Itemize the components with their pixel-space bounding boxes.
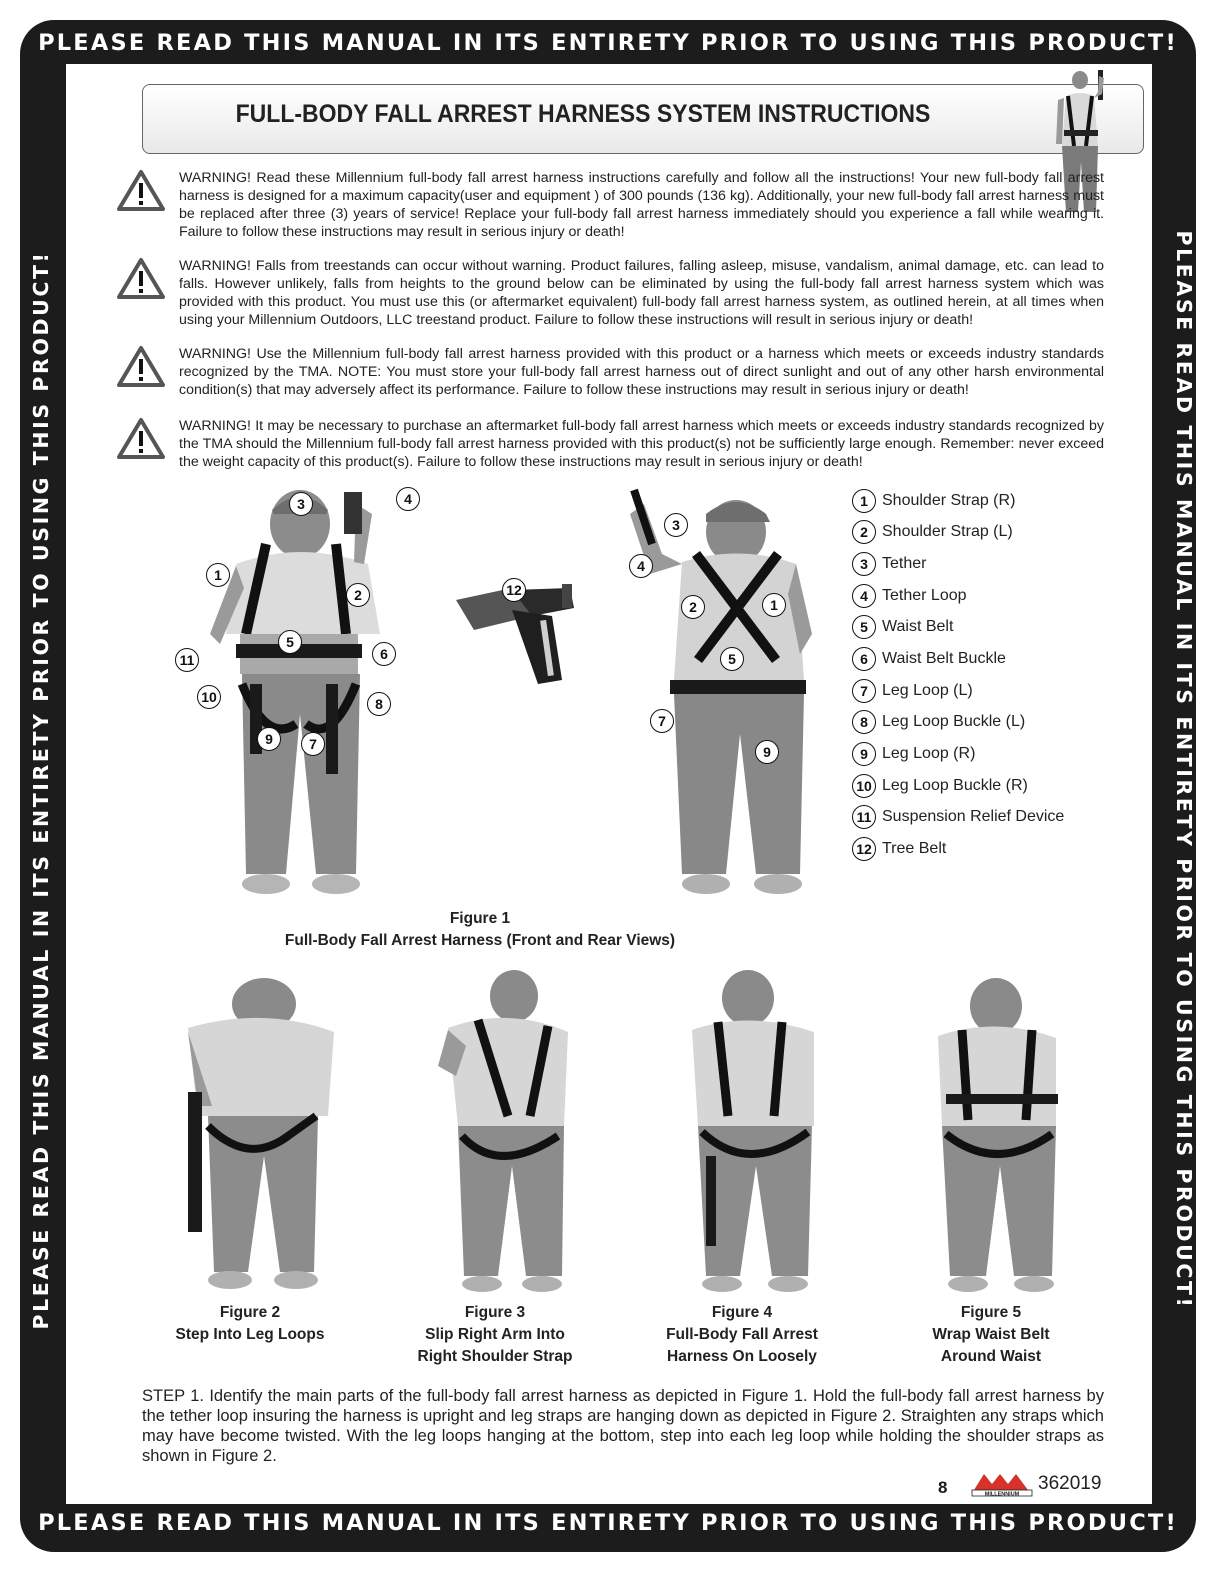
page-title: FULL-BODY FALL ARREST HARNESS SYSTEM INSTRUCTIONS: [235, 100, 931, 128]
warning-2: [116, 257, 1106, 329]
title-box: [142, 84, 1144, 154]
figure1-front-photo: [196, 484, 426, 904]
figure5-caption: [891, 1302, 1091, 1368]
figure1-caption: [280, 908, 680, 952]
figure3-line2: Right Shoulder Strap: [417, 1348, 573, 1365]
warning-1: [116, 169, 1106, 241]
warning-4: [116, 417, 1106, 471]
callout-6-front: 6: [372, 642, 396, 666]
figure4-line1: Full-Body Fall Arrest: [666, 1326, 818, 1343]
callout-10-front: 10: [197, 685, 221, 709]
figure1-subtitle: Full-Body Fall Arrest Harness (Front and Rear Views): [284, 932, 676, 949]
callout-5-rear: 5: [720, 647, 744, 671]
figure5-title: Figure 5: [960, 1304, 1022, 1321]
callout-7-rear: 7: [650, 709, 674, 733]
callout-4-rear: 4: [629, 554, 653, 578]
page-number: 8: [938, 1478, 948, 1497]
figure3-caption: [395, 1302, 595, 1368]
figure2-photo: [168, 976, 338, 1296]
callout-1-front: 1: [206, 563, 230, 587]
warning-triangle-icon: [116, 345, 166, 389]
legend-item: 4 Tether Loop: [852, 583, 967, 609]
legend-item: 12 Tree Belt: [852, 836, 946, 862]
figure4-photo: [678, 966, 828, 1296]
legend-item: 11 Suspension Relief Device: [852, 804, 1064, 830]
legend-item: 6 Waist Belt Buckle: [852, 646, 1006, 672]
figure3-photo: [418, 966, 578, 1296]
legend-item: 7 Leg Loop (L): [852, 678, 973, 704]
legend-item: 10 Leg Loop Buckle (R): [852, 773, 1028, 799]
callout-7-front: 7: [301, 732, 325, 756]
callout-8-front: 8: [367, 692, 391, 716]
callout-2-front: 2: [346, 583, 370, 607]
warning-triangle-icon: [116, 257, 166, 301]
legend-item: 2 Shoulder Strap (L): [852, 519, 1013, 545]
callout-9-front: 9: [257, 727, 281, 751]
step-1-text: STEP 1. Identify the main parts of the full-body fall arrest harness as depicted in Figure 1. Hold the full-body fall arrest harness by the tether loop insuring the harness is upright and leg straps are hanging down as depicted in Figure 2. Straighten any straps which may have become twisted. With the leg loops hanging at the bottom, step into each leg loop while holding the shoulder straps as shown in Figure 2.: [142, 1387, 1104, 1465]
figure5-line2: Around Waist: [940, 1348, 1042, 1365]
warning-triangle-icon: [116, 169, 166, 213]
callout-2-rear: 2: [681, 595, 705, 619]
figure4-line2: Harness On Loosely: [667, 1348, 817, 1365]
figure3-line1: Slip Right Arm Into: [425, 1326, 565, 1343]
legend-item: 3 Tether: [852, 551, 926, 577]
figure4-title: Figure 4: [711, 1304, 773, 1321]
warning-2-text: WARNING! Falls from treestands can occur without warning. Product failures, falling asleep, misuse, vandalism, animal damage, etc. can lead to falls. However unlikely, falls from heights to the ground below can be eliminated by using the full-body fall arrest harness system which was provided with this product. You must use this (or aftermarket equivalent) full-body fall arrest harness system, as outlined herein, at all times when using your Millennium Outdoors, LLC treestand product. Failure to follow these instructions will result in serious injury or death!: [179, 258, 1104, 328]
legend-item: 1 Shoulder Strap (R): [852, 488, 1015, 514]
warning-3: [116, 345, 1106, 399]
figure5-line1: Wrap Waist Belt: [932, 1326, 1050, 1343]
warning-4-text: WARNING! It may be necessary to purchase an aftermarket full-body fall arrest harness which meets or exceeds industry standards recognized by the TMA should the Millennium full-body fall arrest harness provided with this product(s) not be sufficiently large enough. Remember: never exceed the weight capacity of this product(s). Failure to follow these instructions may result in serious injury or death!: [179, 418, 1104, 470]
callout-4-front: 4: [396, 487, 420, 511]
figure2-caption: [150, 1302, 350, 1346]
left-banner: PLEASE READ THIS MANUAL IN ITS ENTIRETY PRIOR TO USING THIS PRODUCT!: [29, 250, 53, 1330]
warning-triangle-icon: [116, 417, 166, 461]
figure1-title: Figure 1: [449, 910, 511, 927]
callout-3-front: 3: [289, 492, 313, 516]
figure2-line1: Step Into Leg Loops: [175, 1326, 325, 1343]
figure3-title: Figure 3: [464, 1304, 526, 1321]
figure1-rear-photo: [590, 484, 830, 904]
warning-3-text: WARNING! Use the Millennium full-body fall arrest harness provided with this product or a harness which meets or exceeds industry standards recognized by the TMA. NOTE: You must store your full-body fall arrest harness out of direct sunlight and out of any other harsh environmental condition(s) that may adversely affect its performance. Failure to follow these instructions may result in serious injury or death!: [179, 346, 1104, 398]
warning-1-text: WARNING! Read these Millennium full-body fall arrest harness instructions carefully and follow all the instructions! Your new full-body fall arrest harness is designed for a maximum capacity(user and equipment ) of 300 pounds (136 kg). Additionally, your new full-body fall arrest harness must be replaced after three (3) years of service! Replace your full-body fall arrest harness immediately should you experience a fall while wearing it. Failure to follow these instructions may result in serious injury or death!: [179, 170, 1104, 240]
top-banner: PLEASE READ THIS MANUAL IN ITS ENTIRETY PRIOR TO USING THIS PRODUCT!: [38, 30, 1178, 56]
callout-3-rear: 3: [664, 513, 688, 537]
legend-item: 8 Leg Loop Buckle (L): [852, 709, 1025, 735]
figure5-photo: [916, 970, 1066, 1296]
callout-12: 12: [502, 578, 526, 602]
legend-item: 5 Waist Belt: [852, 614, 953, 640]
callout-5-front: 5: [278, 630, 302, 654]
bottom-banner: PLEASE READ THIS MANUAL IN ITS ENTIRETY PRIOR TO USING THIS PRODUCT!: [38, 1510, 1178, 1536]
callout-9-rear: 9: [755, 740, 779, 764]
callout-11-front: 11: [175, 648, 199, 672]
figure4-caption: [642, 1302, 842, 1368]
figure2-title: Figure 2: [219, 1304, 281, 1321]
document-number: 362019: [1038, 1473, 1102, 1494]
right-banner: PLEASE READ THIS MANUAL IN ITS ENTIRETY PRIOR TO USING THIS PRODUCT!: [1172, 230, 1196, 1310]
svg-text:MILLENNIUM: MILLENNIUM: [984, 1491, 1020, 1498]
millennium-logo: [970, 1470, 1034, 1500]
legend-item: 9 Leg Loop (R): [852, 741, 975, 767]
callout-1-rear: 1: [762, 593, 786, 617]
